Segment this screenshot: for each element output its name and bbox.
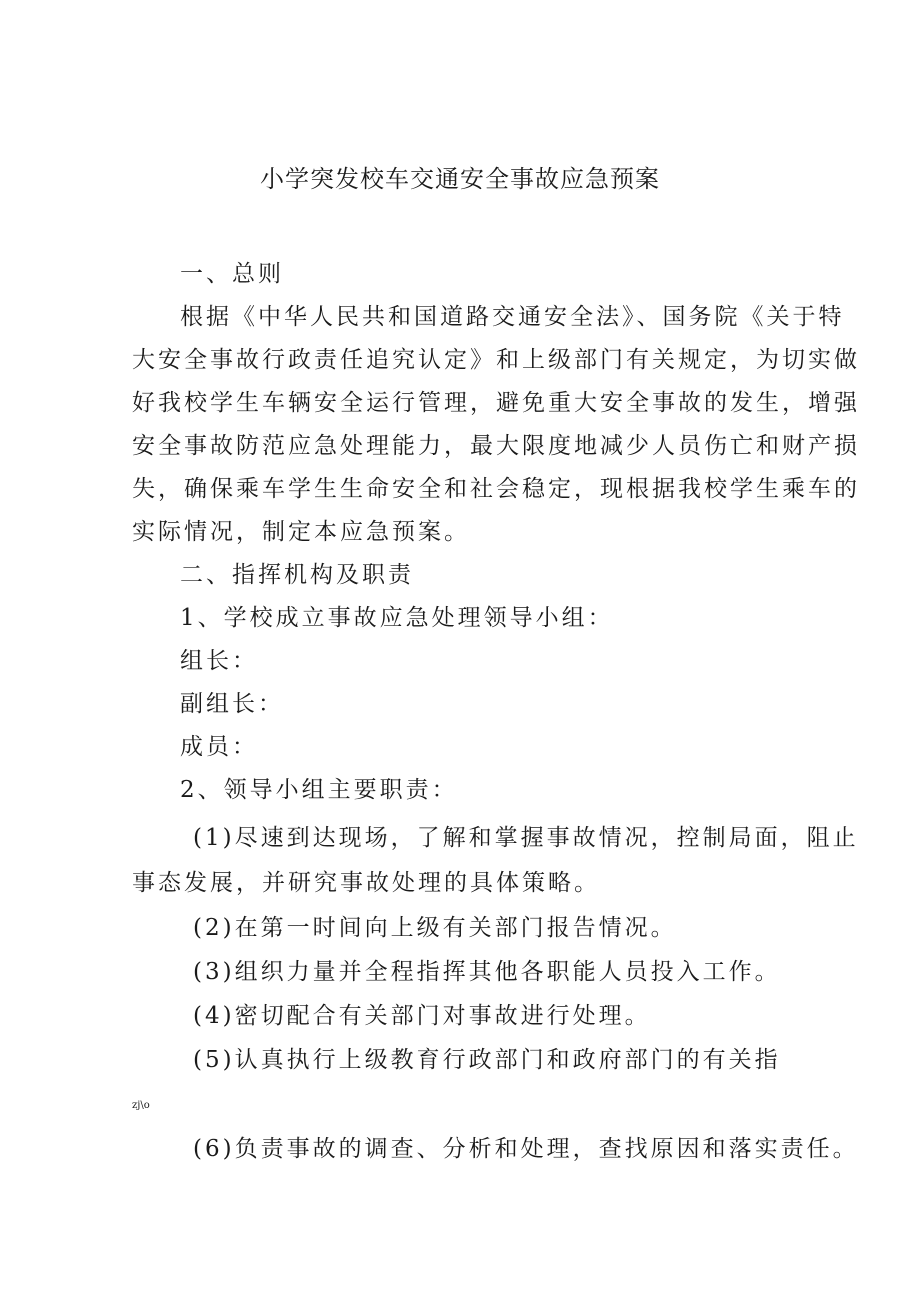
paragraph-line: 实际情况，制定本应急预案。 (132, 519, 470, 545)
stray-text: zj\o (132, 1100, 150, 1111)
members-label: 成员： (180, 734, 258, 760)
leader-label: 组长： (180, 648, 258, 674)
duty-item: (3)组织力量并全程指挥其他各职能人员投入工作。 (193, 959, 781, 985)
paragraph-line: 失，确保乘车学生生命安全和社会稳定，现根据我校学生乘车的 (132, 476, 860, 502)
section-heading-command: 二、指挥机构及职责 (180, 562, 414, 588)
duty-item: (2)在第一时间向上级有关部门报告情况。 (193, 915, 677, 941)
paragraph-line: 安全事故防范应急处理能力，最大限度地减少人员伤亡和财产损 (132, 433, 860, 459)
paragraph-line: 根据《中华人民共和国道路交通安全法》、国务院《关于特 (180, 304, 845, 330)
duty-item: (4)密切配合有关部门对事故进行处理。 (193, 1003, 651, 1029)
duty-item: (1)尽速到达现场，了解和掌握事故情况，控制局面，阻止 (193, 825, 859, 851)
deputy-label: 副组长： (180, 691, 284, 717)
list-item: 1、学校成立事故应急处理领导小组： (180, 605, 614, 631)
duty-item: (6)负责事故的调查、分析和处理，查找原因和落实责任。 (193, 1136, 859, 1162)
list-item: 2、领导小组主要职责： (180, 777, 458, 803)
duty-item-continued: 事态发展，并研究事故处理的具体策略。 (132, 870, 600, 896)
page-title: 小学突发校车交通安全事故应急预案 (260, 165, 660, 193)
section-heading-general: 一、总则 (180, 261, 284, 287)
paragraph-line: 大安全事故行政责任追究认定》和上级部门有关规定，为切实做 (132, 347, 860, 373)
duty-item: (5)认真执行上级教育行政部门和政府部门的有关指 (193, 1047, 781, 1073)
paragraph-line: 好我校学生车辆安全运行管理，避免重大安全事故的发生，增强 (132, 390, 860, 416)
